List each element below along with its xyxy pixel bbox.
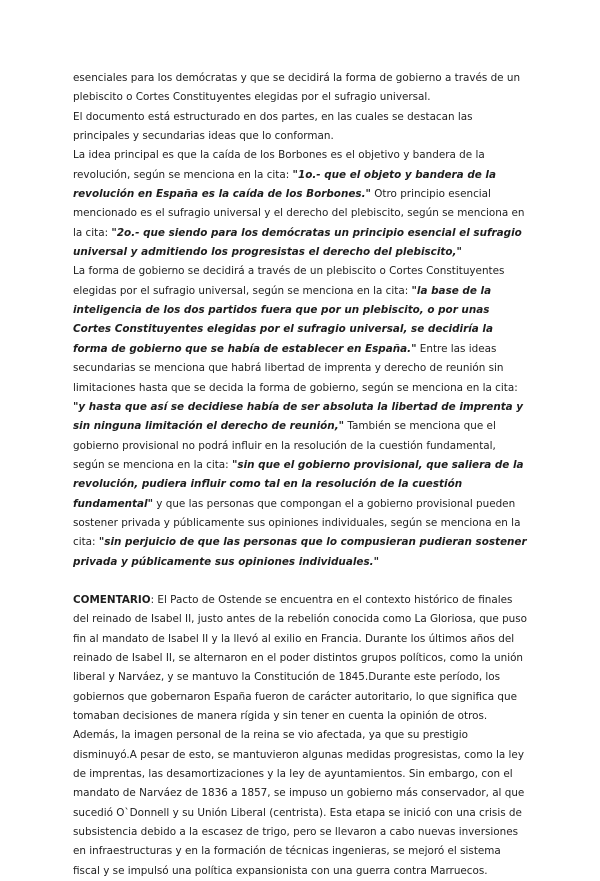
quote-text: "2o.- que siendo para los demócratas un principio esencial el sufragio universal y admitiendo los progresistas el derecho del plebiscito," [73,226,522,259]
text-run: El documento está estructurado en dos partes, en las cuales se destacan las principales y secundarias ideas que lo conforman. [73,110,473,143]
text-run: La forma de gobierno se decidirá a través de un plebiscito o Cortes Constituyentes elegidas por el sufragio universal, según se menciona en la cita: [73,265,505,297]
paragraph-commentary [73,591,529,881]
paragraph-main-idea [73,146,529,262]
quote-text: "y hasta que así se decidiese había de ser absoluta la libertad de imprenta y sin ninguna limitación el derecho de reunión," [73,400,524,433]
paragraph-spacer [73,572,529,591]
paragraph-intro-end [73,69,529,108]
text-run: También se menciona que el gobierno provisional no podrá influir en la resolución de la cuestión fundamental, según se menciona en la cita: [73,420,496,471]
text-run: La idea principal es que la caída de los Borbones es el objetivo y bandera de la revolución, según se menciona en la cita: [73,149,485,181]
paragraph-structure [73,108,529,147]
paragraph-secondary-ideas [73,262,529,572]
text-run: Otro principio esencial mencionado es el sufragio universal y el derecho del plebiscito, según se menciona en la cita: [73,188,525,239]
quote-text: "sin perjuicio de que las personas que lo compusieran pudieran sostener privada y públicamente sus opiniones individuales." [73,536,527,568]
text-run: Entre las ideas secundarias se menciona que habrá libertad de imprenta y derecho de reunión sin limitaciones hasta que se decida la forma de gobierno, según se menciona en la cita: [73,342,518,394]
text-run: y que las personas que compongan el a gobierno provisional pueden sostener privada y públicamente sus opiniones individuales, según se menciona en la cita: [73,497,521,549]
commentary-heading: COMENTARIO [73,593,151,606]
document-body [73,69,529,881]
quote-text: "1o.- que el objeto y bandera de la revolución en España es la caída de los Borbones." [73,168,496,201]
text-run: : El Pacto de Ostende se encuentra en el contexto histórico de finales del reinado de Isabel II, justo antes de la rebelión conocida como La Gloriosa, que puso fin al mandato de Isabel II y la llevó al exilio en Francia. Durante los últimos años del reinado de Isabel II, se alternaron en el poder distintos grupos políticos, como la unión liberal y Narváez, y se mantuvo la Constitución de 1845.Durante este período, los gobiernos que gobernaron España fueron de carácter autoritario, lo que significa que tomaban decisiones de manera rígida y sin tener en cuenta la opinión de otros. Además, la imagen personal de la reina se vio afectada, ya que su prestigio disminuyó.A pesar de esto, se mantuvieron algunas medidas progresistas, como la ley de imprentas, las desamortizaciones y la ley de ayuntamientos. Sin embargo, con el mandato de Narváez de 1836 a 1857, se impuso un gobierno más conservador, al que sucedió O`Donnell y su Unión Liberal (centrista). Esta etapa se inició con una crisis de subsistencia debido a la escasez de trigo, pero se llevaron a cabo nuevas inversiones en infraestructuras y en la formación de técnicas ingenieras, se mejoró el sistema fiscal y se impulsó una política expansionista con una guerra contra Marruecos. [73,593,528,877]
quote-text: "la base de la inteligencia de los dos partidos fuera que por un plebiscito, o por unas Cortes Constituyentes elegidas por el sufragio universal, se decidiría la forma de gobierno que se había de establecer en España." [73,284,493,355]
quote-text: "sin que el gobierno provisional, que saliera de la revolución, pudiera influir como tal en la resolución de la cuestión fundamental" [73,458,524,510]
text-run: esenciales para los demócratas y que se decidirá la forma de gobierno a través de un plebiscito o Cortes Constituyentes elegidas por el sufragio universal. [73,72,521,104]
